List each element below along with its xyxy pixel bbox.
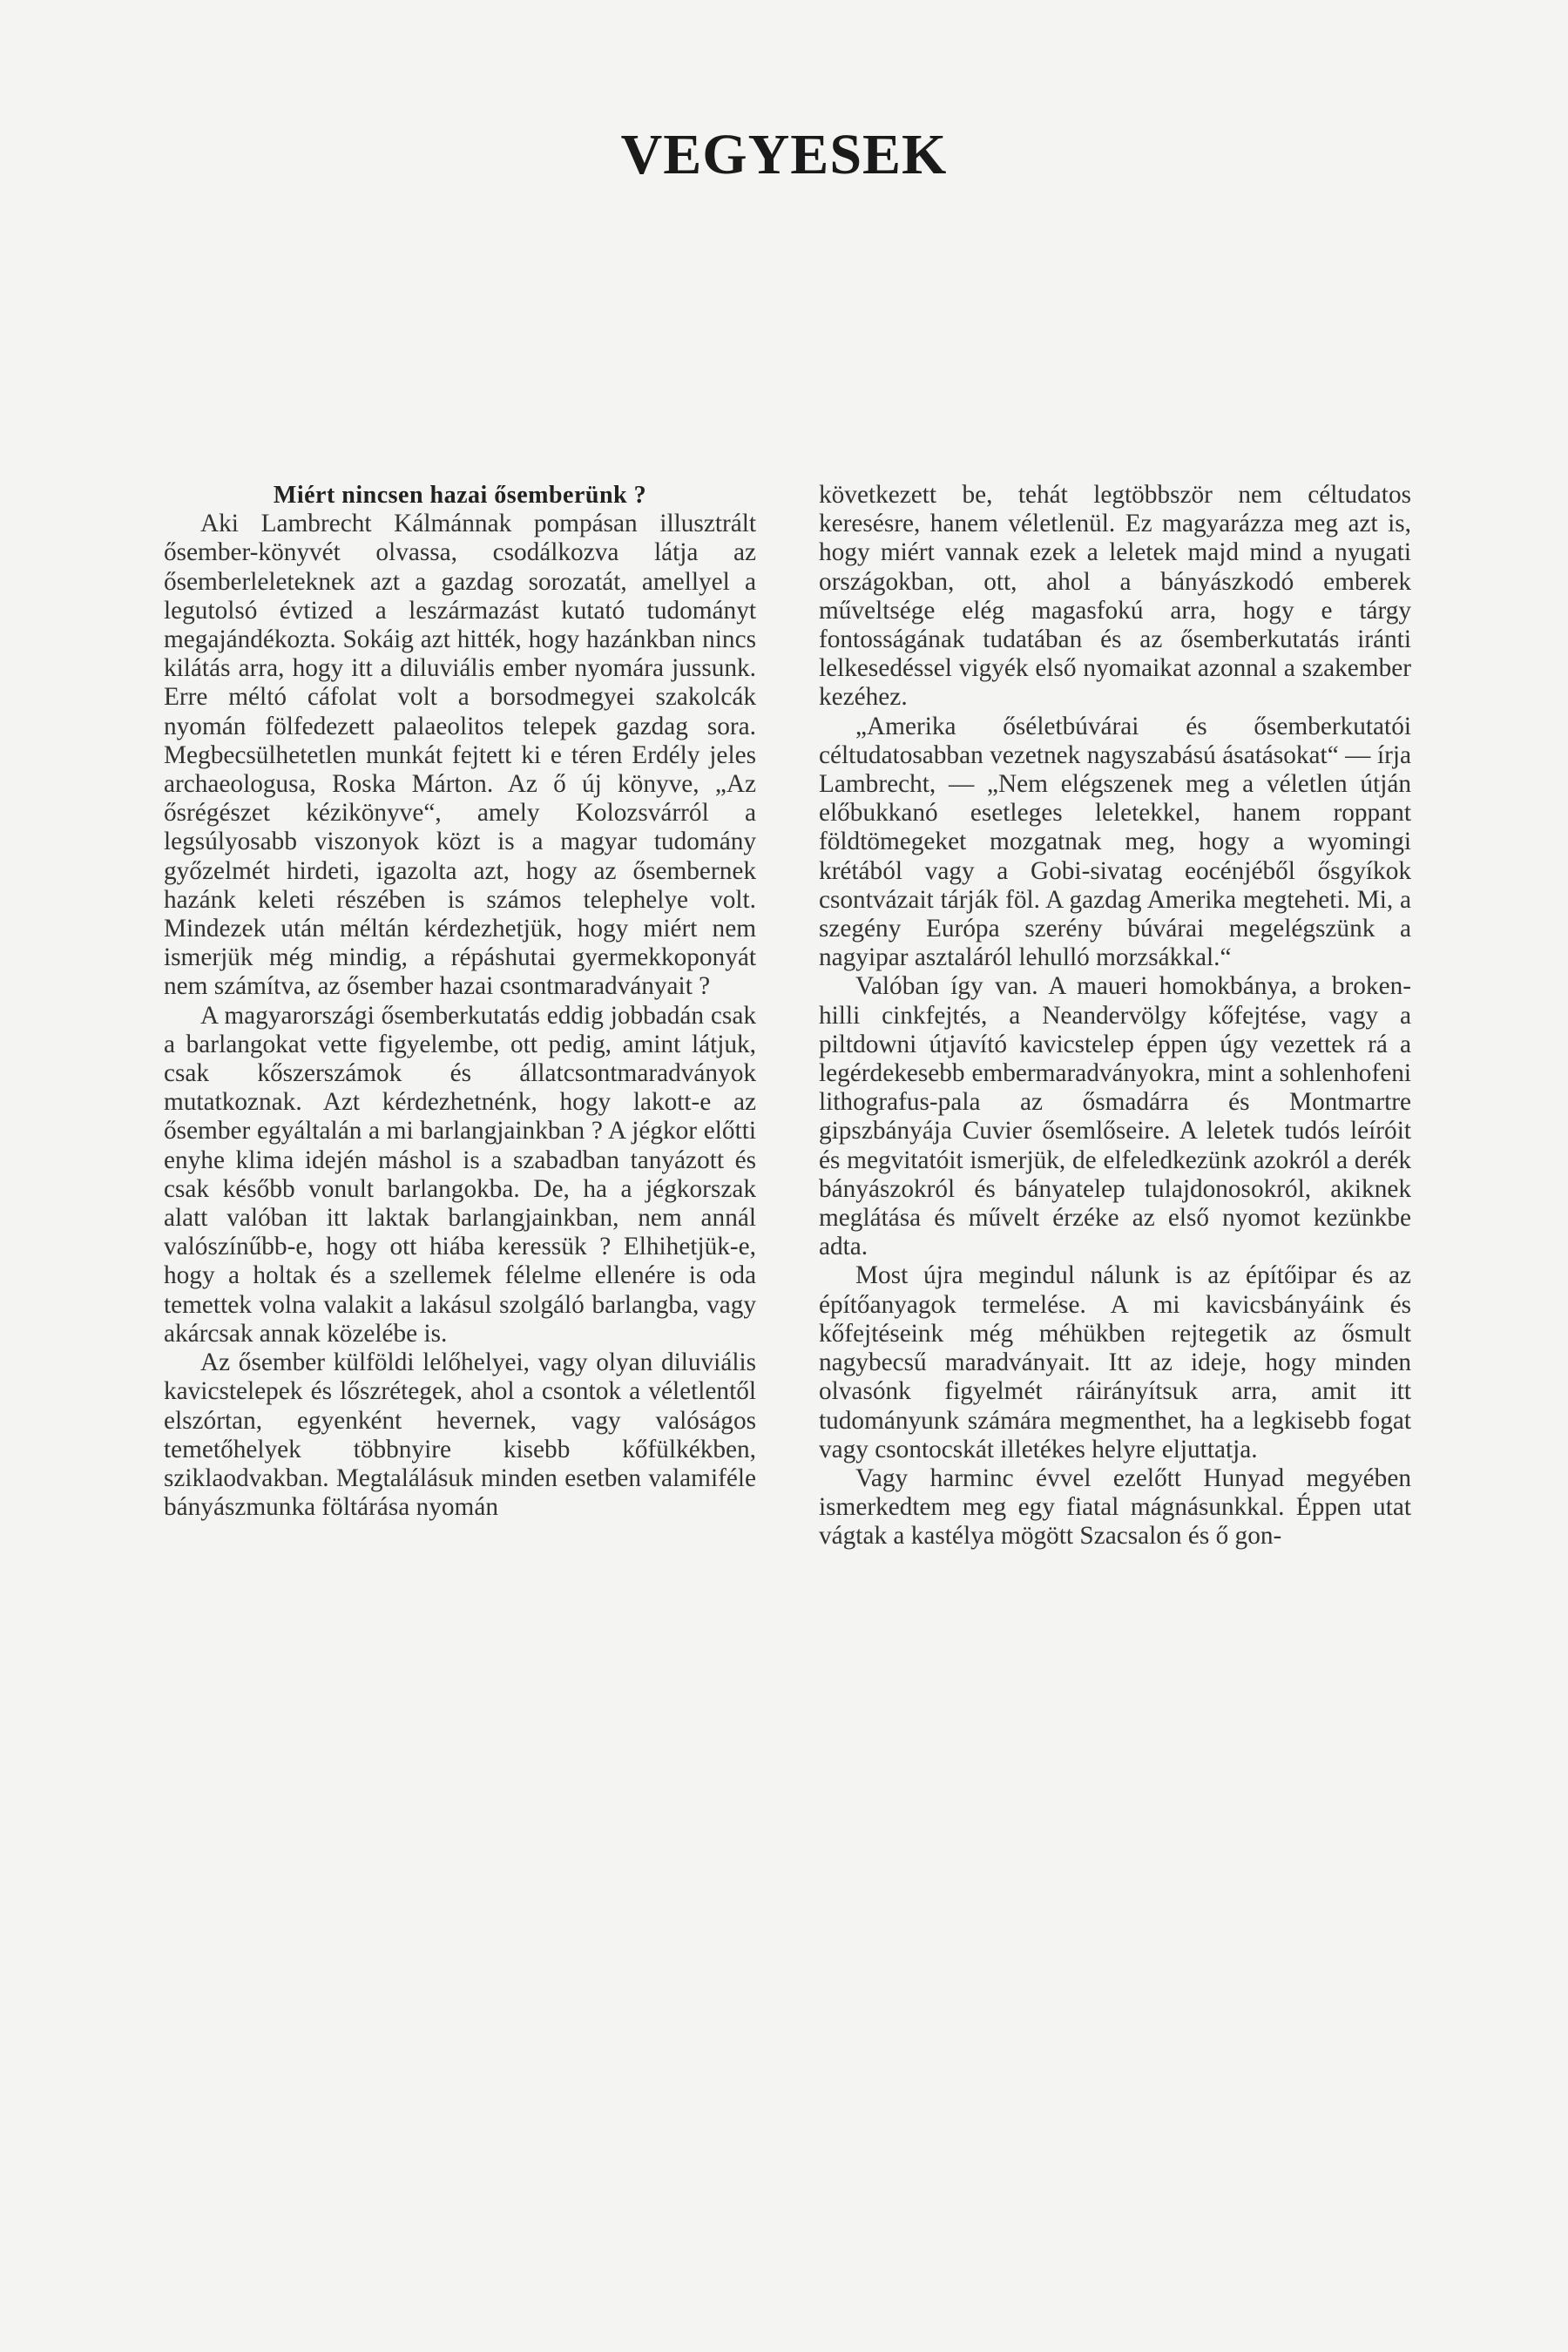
page-title: VEGYESEK [620, 123, 948, 186]
paragraph: Az ősember külföldi lelőhelyei, vagy olyan diluviális kavicstelepek és lőszrétegek, ahol a csontok a véletlentől elszórtan, egyenként hevernek, vagy valóságos temetőhelyek többnyire kisebb kőfülkékben, sziklaodvakban. Megtalálásuk minden esetben valamiféle bányászmunka föltárása nyomán [164, 1348, 756, 1522]
paragraph: Most újra megindul nálunk is az építőipar és az építőanyagok termelése. A mi kavicsbányáink és kőfejtéseink még méhükben rejtegetik az ősmult nagybecsű maradványait. Itt az ideje, hogy minden olvasónk figyelmét ráirányítsuk arra, amit itt tudományunk számára megmenthet, ha a legkisebb fogat vagy csontocskát illetékes helyre eljuttatja. [819, 1261, 1411, 1463]
paragraph: Vagy harminc évvel ezelőtt Hunyad megyében ismerkedtem meg egy fiatal mágnásunkkal. Éppen utat vágtak a kastélya mögött Szacsalon és ő gon- [819, 1463, 1411, 1551]
paragraph-continued: következett be, tehát legtöbbször nem céltudatos keresésre, hanem véletlenül. Ez magyarázza meg azt is, hogy miért vannak ezek a leletek majd mind a nyugati országokban, ott, ahol a bányászkodó emberek műveltsége elég magasfokú arra, hogy e tárgy fontosságának tudatában és az ősemberkutatás iránti lelkesedéssel vigyék első nyomaikat azonnal a szakember kezéhez. [819, 481, 1411, 712]
section-heading: Miért nincsen hazai ősemberünk ? [273, 482, 647, 509]
paragraph: Valóban így van. A maueri homokbánya, a broken-hilli cinkfejtés, a Neandervölgy kőfejtése, vagy a piltdowni útjavító kavicstelep éppen úgy vezettek rá a legérdekesebb embermaradványokra, mint a sohlenhofeni lithografus-pala az ősmadárra és Montmartre gipszbányája Cuvier ősemlőseire. A leletek tudós leíróit és megvitatóit ismerjük, de elfeledkezünk azokról a derék bányászokról és bányatelep tulajdonosokról, akiknek meglátása és művelt érzéke az első nyomot kezünkbe adta. [819, 972, 1411, 1261]
paragraph: „Amerika őséletbúvárai és ősemberkutatói céltudatosabban vezetnek nagyszabású ásatásokat“ — írja Lambrecht, — „Nem elégszenek meg a véletlen útján előbukkanó esetleges leletekkel, hanem roppant földtömegeket mozgatnak meg, hogy a wyomingi krétából vagy a Gobi-sivatag eocénjéből ősgyíkok csontvázait tárják föl. A gazdag Amerika megteheti. Mi, a szegény Európa szerény búvárai megelégszünk a nagyipar asztaláról lehulló morzsákkal.“ [819, 712, 1411, 972]
paragraph: Aki Lambrecht Kálmánnak pompásan illusztrált ősember-könyvét olvassa, csodálkozva látja az ősemberleleteknek azt a gazdag sorozatát, amellyel a legutolsó évtized a leszármazást kutató tudományt megajándékozta. Sokáig azt hitték, hogy hazánkban nincs kilátás arra, hogy itt a diluviális ember nyomára jussunk. Erre méltó cáfolat volt a borsodmegyei szakolcák nyomán fölfedezett palaeolitos telepek gazdag sora. Megbecsülhetetlen munkát fejtett ki e téren Erdély jeles archaeologusa, Roska Márton. Az ő új könyve, „Az ősrégészet kézikönyve“, amely Kolozsvárról a legsúlyosabb viszonyok közt is a magyar tudomány győzelmét hirdeti, igazolta azt, hogy az ősembernek hazánk keleti részében is számos telephelye volt. Mindezek után méltán kérdezhetjük, hogy miért nem ismerjük még mindig, a répáshutai gyermekkoponyát nem számítva, az ősember hazai csontmaradványait ? [164, 510, 756, 1001]
right-column [819, 481, 1411, 1551]
left-column [164, 481, 756, 1522]
paragraph: A magyarországi ősemberkutatás eddig jobbadán csak a barlangokat vette figyelembe, ott pedig, amint látjuk, csak kőszerszámok és állatcsontmaradványok mutatkoznak. Azt kérdezhetnénk, hogy lakott-e az ősember egyáltalán a mi barlangjainkban ? A jégkor előtti enyhe klima idején máshol is a szabadban tanyázott és csak később vonult barlangokba. De, ha a jégkorszak alatt valóban itt laktak barlangjainkban, nem annál valószínűbb-e, hogy ott hiába keressük ? Elhihetjük-e, hogy a holtak és a szellemek félelme ellenére is oda temettek volna valakit a lakásul szolgáló barlangba, vagy akárcsak annak közelébe is. [164, 1001, 756, 1348]
